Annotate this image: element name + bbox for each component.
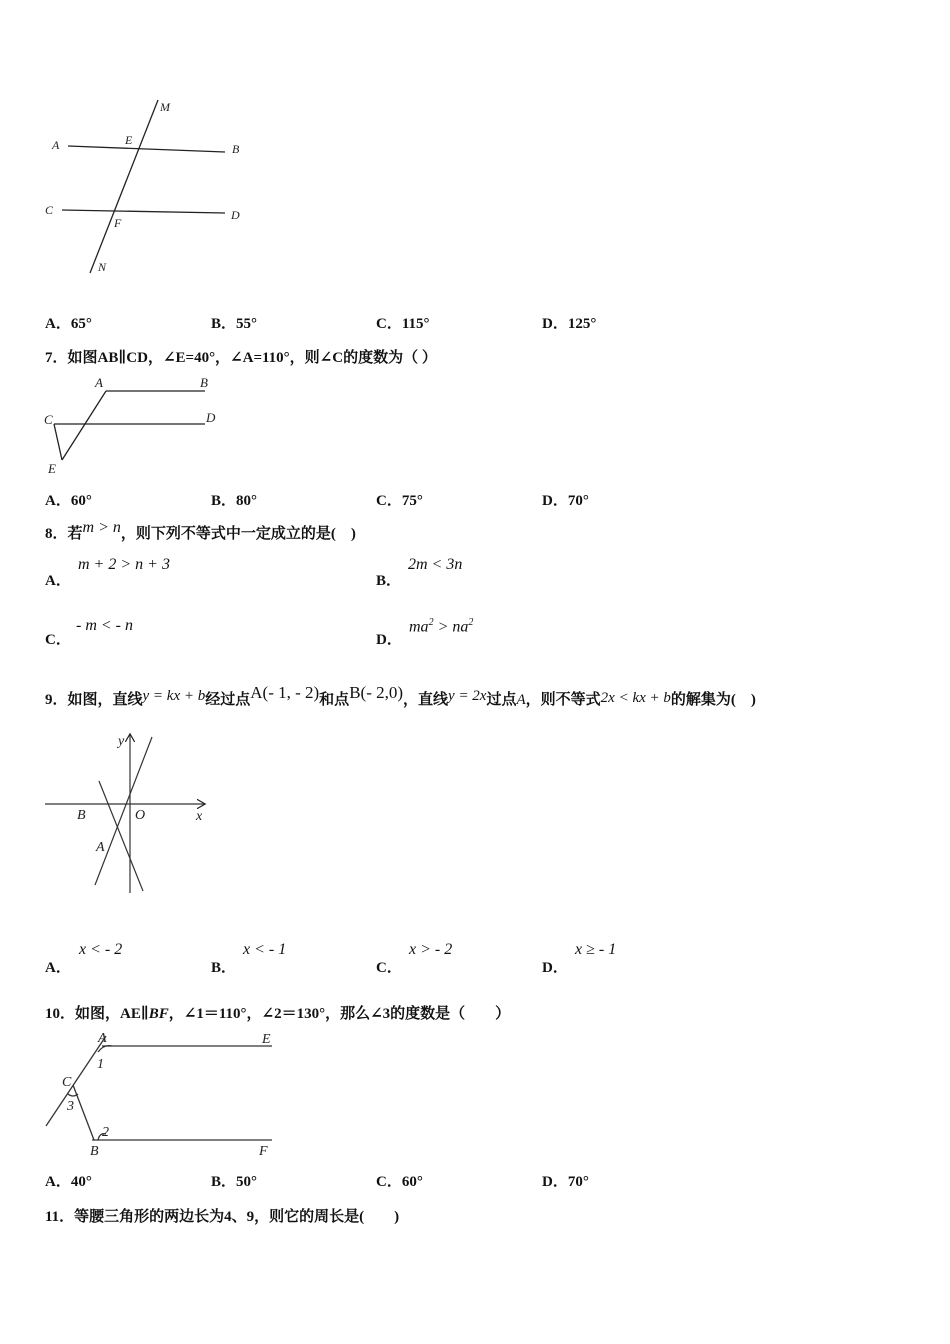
line-kx-b (99, 781, 146, 891)
q7-option-a[interactable]: A．60° (45, 493, 92, 509)
q9-option-c-letter[interactable]: C． (376, 960, 402, 976)
label-c: C (62, 1075, 72, 1090)
line-ce (54, 424, 62, 460)
q9-option-b-letter[interactable]: B． (211, 960, 237, 976)
label-angle-3: 3 (67, 1099, 74, 1114)
q8-option-a-letter[interactable]: A． (45, 573, 71, 589)
label-d: D (206, 410, 216, 425)
q10-option-b[interactable]: B．50° (211, 1174, 258, 1190)
q9-option-a-letter[interactable]: A． (45, 960, 71, 976)
line-ae (62, 391, 106, 460)
q7-option-c[interactable]: C．75° (376, 493, 423, 509)
label-e: E (262, 1032, 271, 1047)
line-mn (90, 100, 158, 273)
line-cb (73, 1085, 94, 1140)
label-o: O (135, 808, 146, 823)
q6-option-b[interactable]: B．55° (211, 316, 258, 332)
label-y: y (118, 734, 125, 749)
line-cd (62, 210, 225, 213)
q8-option-b-math: 2m < 3n (408, 556, 463, 573)
figure-q10 (40, 1028, 280, 1163)
label-b: B (77, 808, 86, 823)
q11-stem: 11．等腰三角形的两边长为4、9，则它的周长是( ) (45, 1209, 400, 1225)
q7-option-d[interactable]: D．70° (542, 493, 589, 509)
label-d: D (231, 208, 240, 222)
label-b: B (90, 1144, 99, 1159)
label-f: F (259, 1144, 268, 1159)
q9-option-b-math: x < - 1 (243, 941, 287, 958)
q6-option-d[interactable]: D．125° (542, 316, 597, 332)
q8-option-a-math: m + 2 > n + 3 (78, 556, 170, 573)
label-x: x (196, 809, 203, 824)
label-c: C (44, 412, 53, 427)
q9-stem: 9．如图，直线y = kx + b经过点A(- 1, - 2)和点B(- 2,0)，直线y = 2x过点A，则不等式2x < kx + b的解集为( ) (45, 683, 756, 708)
q8-option-b-letter[interactable]: B． (376, 573, 402, 589)
label-b: B (232, 142, 240, 156)
q8-option-d-letter[interactable]: D． (376, 632, 402, 648)
label-angle-1: 1 (97, 1057, 104, 1072)
label-m: M (160, 100, 170, 114)
q6-option-c[interactable]: C．115° (376, 316, 430, 332)
q8-condition-math: m > n (82, 519, 121, 536)
q9-option-d-letter[interactable]: D． (542, 960, 568, 976)
q8-option-c-math: - m < - n (76, 617, 134, 634)
q6-option-a[interactable]: A．65° (45, 316, 92, 332)
label-a: A (96, 840, 105, 855)
figure-q6-parallel-lines (40, 95, 260, 280)
q8-option-c-letter[interactable]: C． (45, 632, 71, 648)
label-angle-2: 2 (102, 1125, 109, 1140)
label-b: B (200, 375, 208, 390)
line-through-a-c (46, 1036, 106, 1126)
q7-stem: 7．如图AB∥CD，∠E=40°，∠A=110°，则∠C的度数为（ ） (45, 350, 437, 366)
q8-stem: 8．若m > n，则下列不等式中一定成立的是( ) (45, 519, 356, 542)
q10-option-c[interactable]: C．60° (376, 1174, 423, 1190)
q10-stem: 10．如图，AE∥BF，∠1＝110°，∠2＝130°，那么∠3的度数是（ ） (45, 1006, 511, 1022)
q7-option-b[interactable]: B．80° (211, 493, 258, 509)
q9-option-c-math: x > - 2 (409, 941, 453, 958)
angle-3-arc (68, 1094, 78, 1096)
label-f: F (114, 216, 122, 230)
q8-option-d-math: $ma^2 > na^2$ (409, 617, 474, 636)
label-e: E (125, 133, 133, 147)
label-a: A (95, 375, 103, 390)
label-e: E (48, 461, 56, 476)
label-c: C (45, 203, 54, 217)
label-a: A (52, 138, 60, 152)
q10-option-d[interactable]: D．70° (542, 1174, 589, 1190)
q9-option-a-math: x < - 2 (79, 941, 123, 958)
q10-option-a[interactable]: A．40° (45, 1174, 92, 1190)
figure-q9-coordinate-plane (40, 725, 220, 905)
q9-option-d-math: x ≥ - 1 (575, 941, 617, 958)
label-a: A (98, 1031, 107, 1046)
label-n: N (98, 260, 107, 274)
figure-q7 (40, 370, 230, 480)
line-ab (68, 146, 225, 152)
